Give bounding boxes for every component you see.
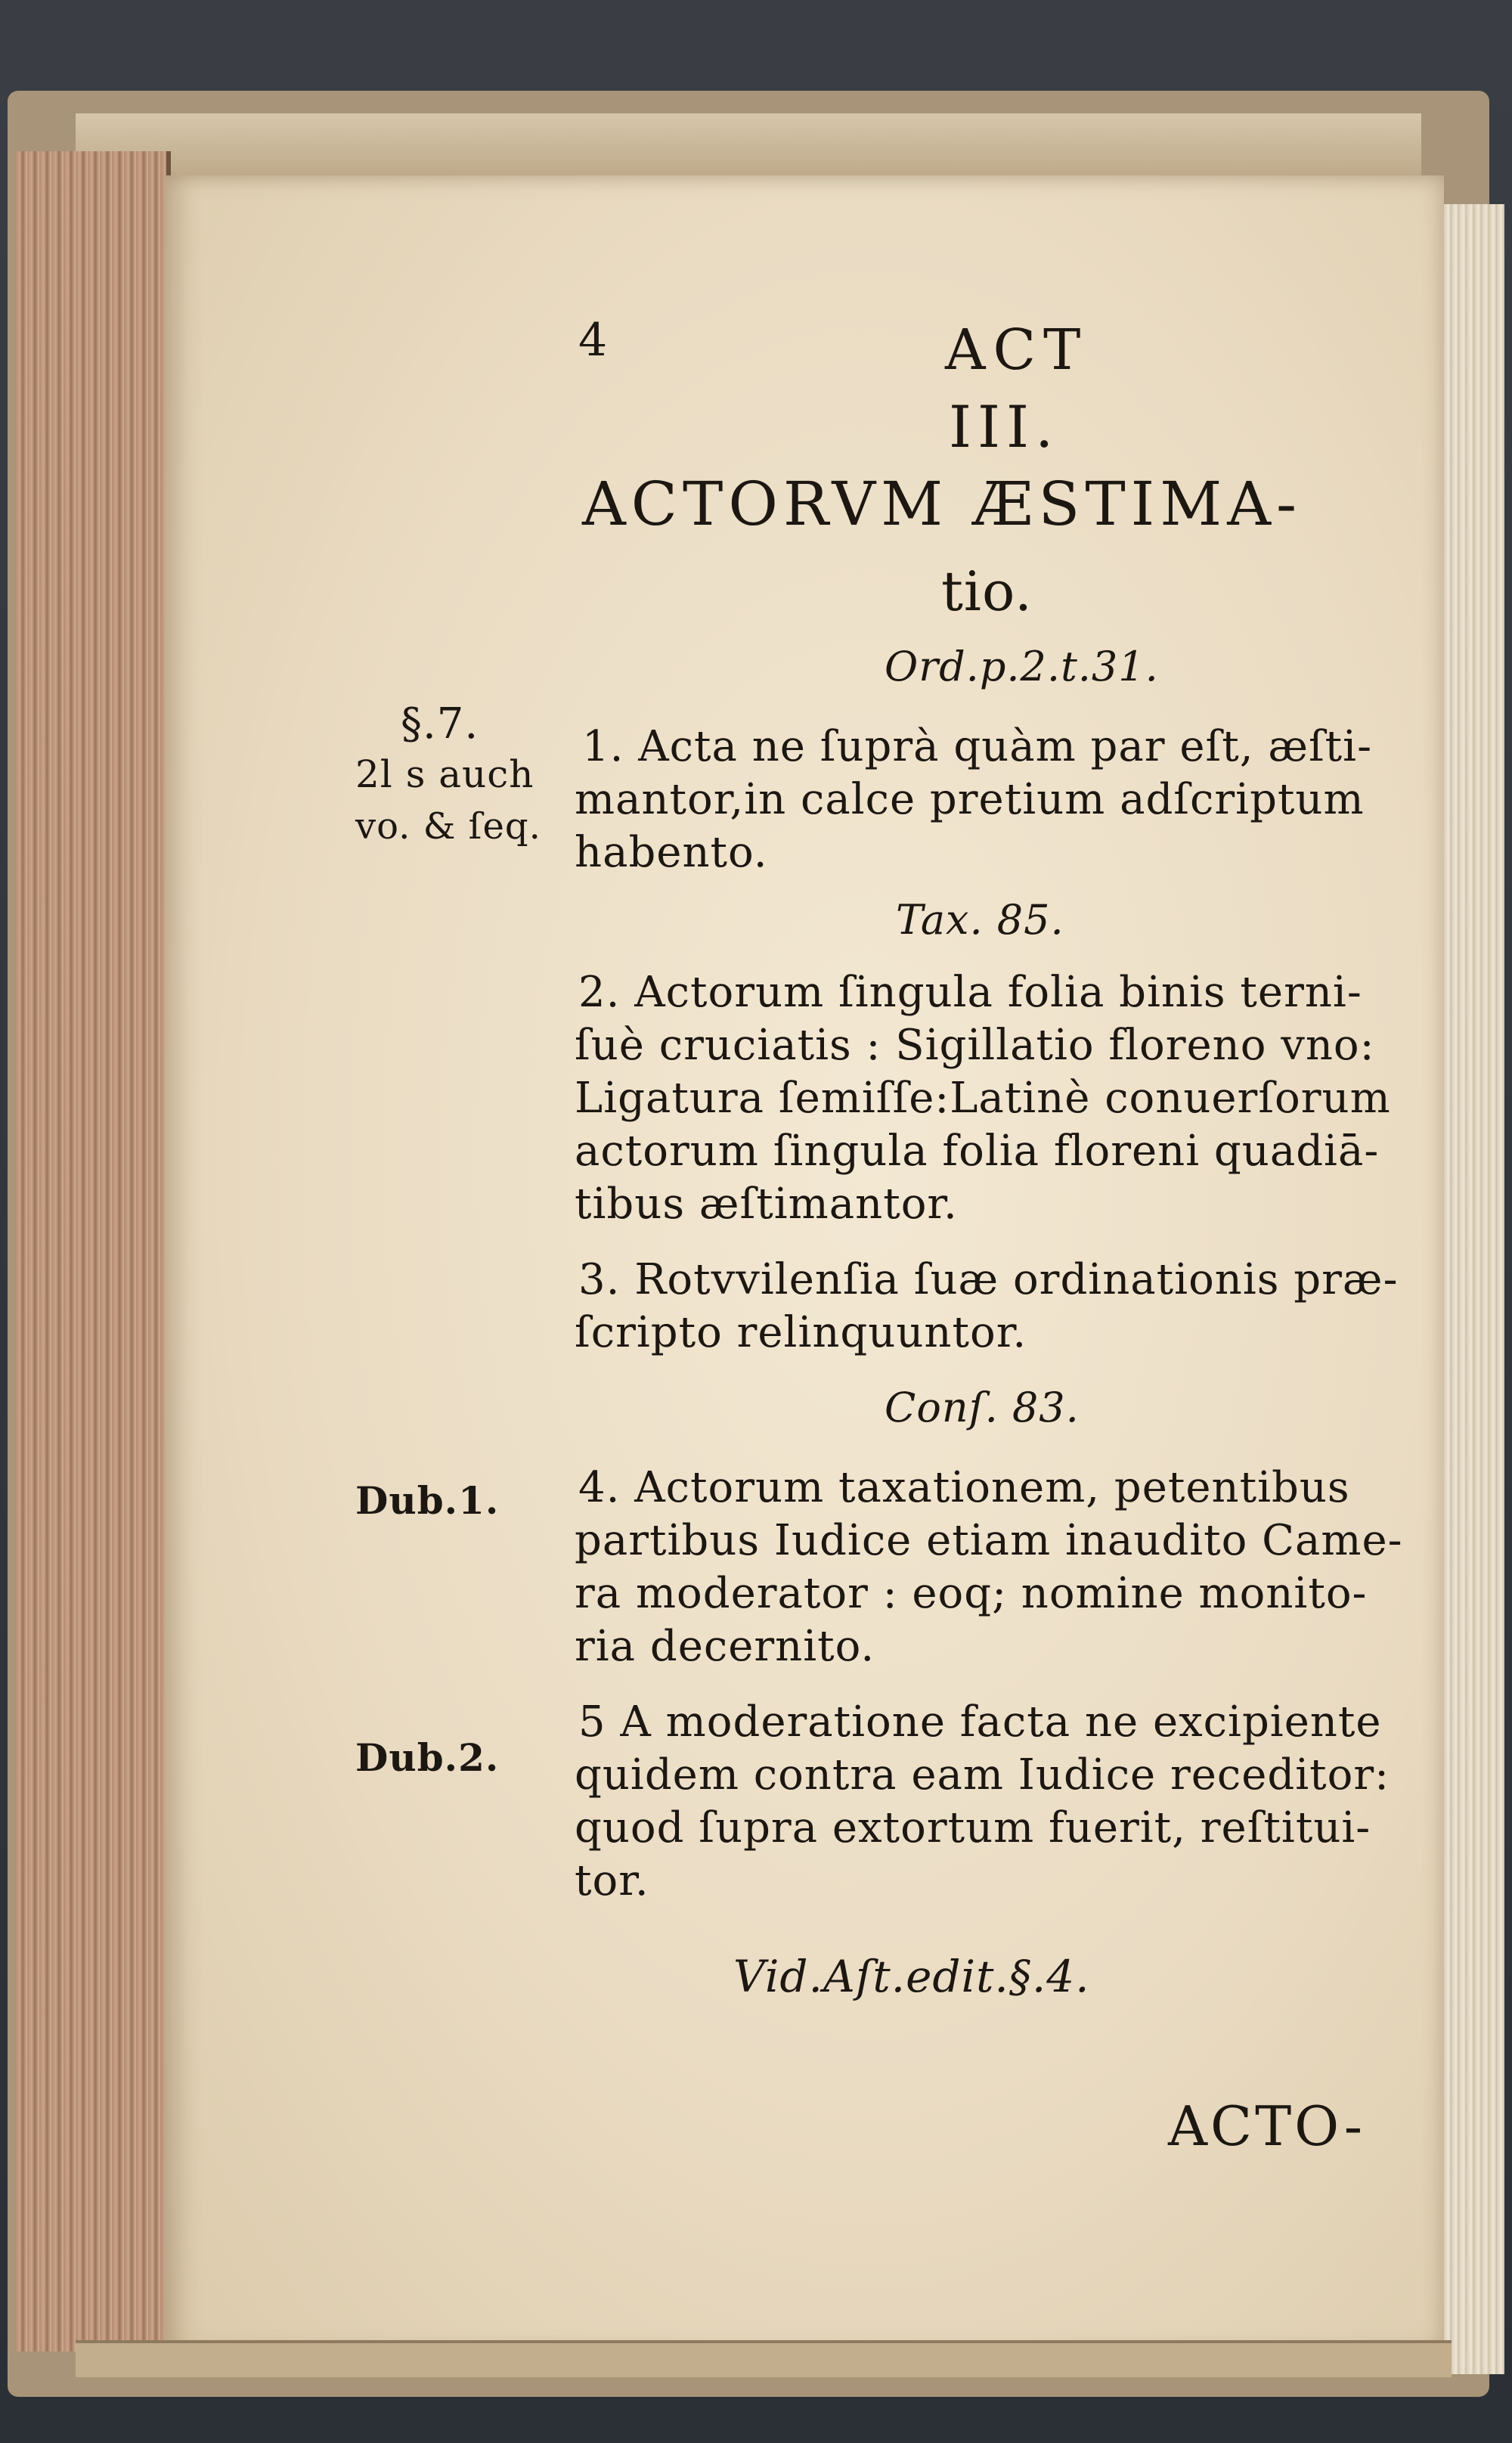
paragraph-5-line-1: 5 A moderatione facta ne excipiente — [578, 1697, 1382, 1747]
paragraph-4-line-4: ria decernito. — [575, 1622, 875, 1671]
margin-note-auch: 2l s auch — [355, 752, 534, 796]
page-bottom-edge — [76, 2340, 1452, 2377]
paragraph-5-line-2: quidem contra eam Iudice receditor: — [575, 1750, 1390, 1800]
paragraph-2-line-4: actorum ſingula folia floreni quadiā- — [575, 1127, 1380, 1176]
margin-note-section: §.7. — [401, 699, 479, 749]
reference-tax: Tax. 85. — [896, 896, 1064, 944]
running-head: ACT — [945, 318, 1089, 383]
margin-note-dub-1: Dub.1. — [355, 1478, 500, 1523]
margin-note-seq: vo. & ſeq. — [355, 805, 541, 848]
paragraph-2-line-2: ſuè cruciatis : Sigillatio floreno vno: — [575, 1021, 1375, 1070]
reference-vid: Vid.Aſt.edit.§.4. — [733, 1951, 1090, 2002]
paragraph-1-line-1: 1. Acta ne ſuprà quàm par eſt, æſti- — [582, 722, 1373, 771]
right-page-stack — [1444, 204, 1504, 2374]
paragraph-4-line-2: partibus Iudice etiam inaudito Came- — [575, 1516, 1403, 1565]
section-title-line2: tio. — [941, 560, 1033, 623]
margin-note-dub-2: Dub.2. — [355, 1735, 500, 1780]
paragraph-4-line-3: ra moderator : eoq; nomine monito- — [575, 1569, 1368, 1618]
paragraph-3-line-1: 3. Rotvvilenſia ſuæ ordinationis præ- — [578, 1255, 1399, 1304]
paragraph-2-line-1: 2. Actorum ſingula folia binis terni- — [578, 968, 1362, 1017]
section-title-line1: ACTORVM ÆSTIMA- — [582, 469, 1302, 539]
paragraph-5-line-4: tor. — [575, 1856, 649, 1905]
page-number: 4 — [578, 314, 609, 367]
paragraph-4-line-1: 4. Actorum taxationem, petentibus — [578, 1463, 1350, 1512]
paragraph-1-line-2: mantor,in calce pretium adſcriptum — [575, 775, 1365, 824]
left-page-stack — [15, 151, 171, 2352]
paragraph-2-line-3: Ligatura ſemiſſe:Latinè conuerſorum — [575, 1074, 1391, 1123]
section-number: III. — [949, 393, 1060, 460]
paragraph-1-line-3: habento. — [575, 828, 768, 877]
paragraph-3-line-2: ſcripto relinquuntor. — [575, 1308, 1027, 1357]
reference-conf: Conſ. 83. — [885, 1384, 1080, 1431]
paragraph-5-line-3: quod ſupra extortum fuerit, reſtitui- — [575, 1803, 1371, 1852]
catchword: ACTO- — [1168, 2094, 1366, 2158]
paragraph-2-line-5: tibus æſtimantor. — [575, 1180, 958, 1229]
reference-ord: Ord.p.2.t.31. — [885, 643, 1159, 690]
